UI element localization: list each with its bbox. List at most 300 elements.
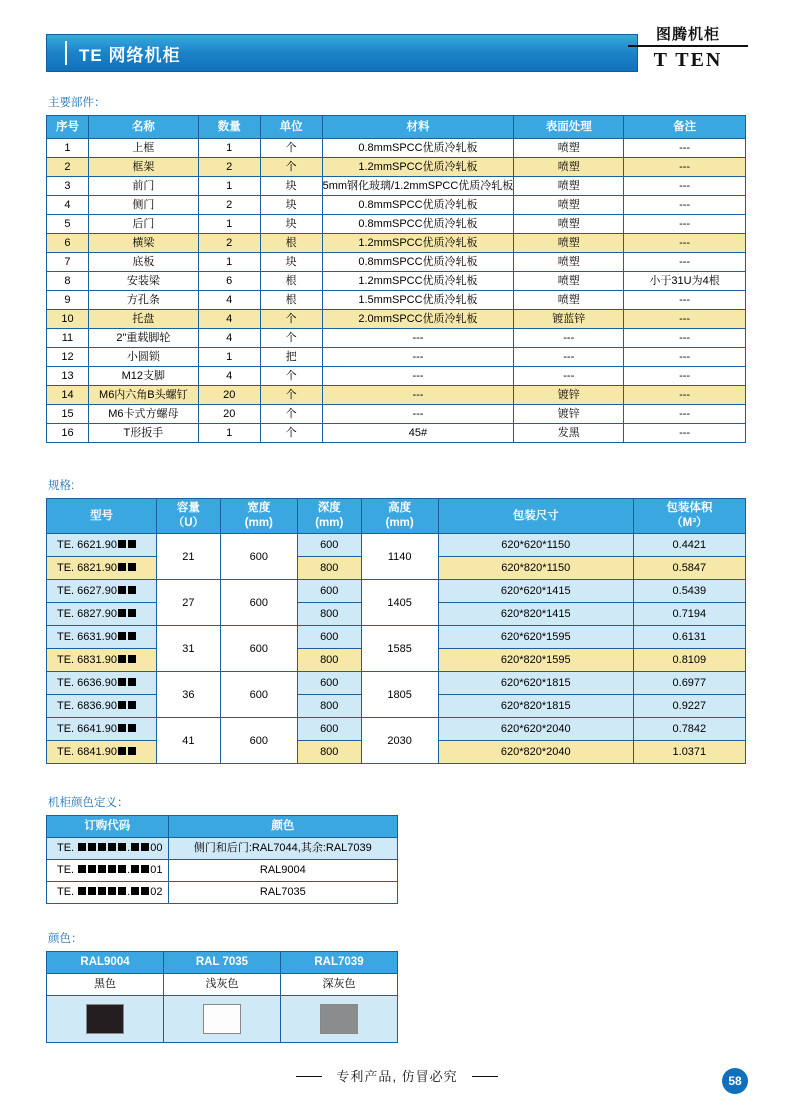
parts-cell: 个: [260, 367, 322, 386]
code-block-placeholder: [118, 887, 126, 895]
spec-height-cell: 1805: [361, 672, 438, 718]
spec-packsize-cell: 620*820*2040: [438, 741, 633, 764]
spec-depth-cell: 600: [297, 626, 361, 649]
code-block-placeholder: [141, 843, 149, 851]
spec-volume-cell: 0.8109: [633, 649, 745, 672]
spec-packsize-cell: 620*620*2040: [438, 718, 633, 741]
parts-cell: M6卡式方螺母: [88, 405, 198, 424]
parts-cell: 2: [198, 158, 260, 177]
parts-cell: 2: [47, 158, 89, 177]
table-row: [47, 626, 746, 649]
table-row: [47, 177, 746, 196]
spec-table: [46, 498, 746, 764]
parts-cell: 前门: [88, 177, 198, 196]
brand-logo: [628, 26, 748, 71]
table-row: [47, 139, 746, 158]
colordef-header-cell: 订购代码: [47, 816, 169, 838]
code-block-placeholder: [88, 843, 96, 851]
code-block-placeholder: [131, 887, 139, 895]
parts-cell: 块: [260, 215, 322, 234]
parts-cell: 4: [198, 367, 260, 386]
spec-model-cell: [47, 741, 157, 764]
table-row: [47, 882, 398, 904]
table-row: [47, 580, 746, 603]
parts-cell: 45#: [322, 424, 514, 443]
parts-cell: 2"重载脚轮: [88, 329, 198, 348]
parts-cell: ---: [624, 158, 746, 177]
spec-volume-cell: 0.7842: [633, 718, 745, 741]
code-block-placeholder: [118, 609, 126, 617]
parts-cell: 5mm钢化玻璃/1.2mmSPCC优质冷轧板: [322, 177, 514, 196]
colordef-table-header-row: [47, 816, 398, 838]
spec-header-text: 深度: [317, 502, 341, 514]
parts-cell: 9: [47, 291, 89, 310]
code-block-placeholder: [128, 655, 136, 663]
code-block-placeholder: [108, 843, 116, 851]
parts-cell: 镀锌: [514, 386, 624, 405]
spec-model-cell: [47, 626, 157, 649]
parts-cell: ---: [322, 329, 514, 348]
code-block-placeholder: [118, 747, 126, 755]
code-block-placeholder: [98, 843, 106, 851]
page-root: [0, 26, 794, 1108]
parts-cell: ---: [624, 215, 746, 234]
colordef-code-prefix: TE.: [57, 864, 78, 876]
parts-cell: 8: [47, 272, 89, 291]
spec-packsize-cell: 620*820*1415: [438, 603, 633, 626]
colordef-code-cell: [47, 860, 169, 882]
spec-packsize-cell: 620*820*1815: [438, 695, 633, 718]
parts-cell: ---: [624, 405, 746, 424]
code-block-placeholder: [128, 563, 136, 571]
color-swatch: [203, 1004, 241, 1034]
spec-capacity-cell: 36: [157, 672, 221, 718]
spec-model-text: TE. 6841.90: [57, 746, 117, 758]
code-block-placeholder: [108, 887, 116, 895]
spec-packsize-cell: 620*620*1595: [438, 626, 633, 649]
spec-packsize-cell: 620*820*1595: [438, 649, 633, 672]
parts-table: [46, 115, 746, 443]
parts-cell: 4: [198, 310, 260, 329]
spec-header-volume: [633, 499, 745, 534]
spec-depth-cell: 600: [297, 718, 361, 741]
spec-header-subtext: (mm): [315, 517, 344, 529]
parts-cell: 1.5mmSPCC优质冷轧板: [322, 291, 514, 310]
table-row: [47, 215, 746, 234]
spec-model-text: TE. 6621.90: [57, 539, 117, 551]
table-row: [47, 329, 746, 348]
code-block-placeholder: [128, 747, 136, 755]
colors-header-cell: RAL9004: [47, 952, 164, 974]
table-row: [47, 718, 746, 741]
colors-table-header-row: [47, 952, 398, 974]
table-row: [47, 291, 746, 310]
code-block-placeholder: [88, 887, 96, 895]
parts-cell: T形扳手: [88, 424, 198, 443]
table-row: [47, 424, 746, 443]
colors-section-label: 颜色：: [48, 933, 83, 945]
parts-header-cell: 单位: [260, 116, 322, 139]
spec-height-cell: 1140: [361, 534, 438, 580]
code-block-placeholder: [118, 655, 126, 663]
parts-cell: 托盘: [88, 310, 198, 329]
parts-cell: 块: [260, 177, 322, 196]
spec-depth-cell: 600: [297, 534, 361, 557]
spec-height-cell: 2030: [361, 718, 438, 764]
table-row: [47, 348, 746, 367]
parts-cell: ---: [514, 348, 624, 367]
spec-header-subtext: (mm): [385, 517, 414, 529]
colordef-color-cell: 侧门和后门:RAL7044,其余:RAL7039: [168, 838, 397, 860]
color-swatch-cell: [280, 996, 397, 1043]
spec-model-cell: [47, 534, 157, 557]
table-row: [47, 405, 746, 424]
parts-cell: 喷塑: [514, 158, 624, 177]
parts-cell: ---: [624, 424, 746, 443]
colors-swatch-row: [47, 996, 398, 1043]
spec-depth-cell: 600: [297, 672, 361, 695]
code-block-placeholder: [118, 632, 126, 640]
parts-cell: ---: [322, 386, 514, 405]
parts-cell: 13: [47, 367, 89, 386]
parts-cell: ---: [624, 310, 746, 329]
color-name-cell: 黑色: [47, 974, 164, 996]
colordef-code-suffix: 01: [150, 864, 163, 876]
page-footer: [0, 1066, 794, 1086]
spec-model-text: TE. 6836.90: [57, 700, 117, 712]
code-block-placeholder: [128, 609, 136, 617]
parts-cell: 个: [260, 329, 322, 348]
footer-dash-right: [472, 1076, 498, 1077]
spec-volume-cell: 0.4421: [633, 534, 745, 557]
spec-width-cell: 600: [220, 534, 297, 580]
parts-cell: 根: [260, 234, 322, 253]
parts-cell: 个: [260, 386, 322, 405]
colordef-table: [46, 815, 398, 904]
code-block-placeholder: [141, 865, 149, 873]
parts-cell: 喷塑: [514, 234, 624, 253]
brand-logo-divider: [628, 45, 748, 47]
parts-cell: 7: [47, 253, 89, 272]
page-number: 58: [722, 1068, 748, 1094]
colordef-code-dot: .: [127, 864, 131, 876]
parts-cell: 框架: [88, 158, 198, 177]
page-title-bar: [46, 34, 638, 72]
parts-cell: 14: [47, 386, 89, 405]
table-row: [47, 860, 398, 882]
spec-height-cell: 1585: [361, 626, 438, 672]
parts-cell: 2: [198, 196, 260, 215]
code-block-placeholder: [118, 563, 126, 571]
code-block-placeholder: [118, 724, 126, 732]
parts-cell: ---: [624, 329, 746, 348]
spec-depth-cell: 600: [297, 580, 361, 603]
parts-cell: 1: [198, 177, 260, 196]
parts-cell: 6: [198, 272, 260, 291]
table-row: [47, 310, 746, 329]
colordef-color-cell: RAL7035: [168, 882, 397, 904]
code-block-placeholder: [78, 843, 86, 851]
parts-cell: ---: [624, 177, 746, 196]
parts-cell: 方孔条: [88, 291, 198, 310]
colors-header-cell: RAL7039: [280, 952, 397, 974]
table-row: [47, 534, 746, 557]
colordef-code-dot: .: [127, 842, 131, 854]
spec-model-cell: [47, 603, 157, 626]
parts-cell: 镀蓝锌: [514, 310, 624, 329]
parts-cell: 喷塑: [514, 196, 624, 215]
parts-cell: 0.8mmSPCC优质冷轧板: [322, 253, 514, 272]
parts-cell: 16: [47, 424, 89, 443]
code-block-placeholder: [98, 887, 106, 895]
spec-depth-cell: 800: [297, 557, 361, 580]
table-row: [47, 367, 746, 386]
parts-cell: 喷塑: [514, 253, 624, 272]
code-block-placeholder: [118, 701, 126, 709]
code-block-placeholder: [128, 678, 136, 686]
spec-header-text: 宽度: [247, 502, 271, 514]
color-swatch-cell: [47, 996, 164, 1043]
parts-cell: M6内六角B头螺钉: [88, 386, 198, 405]
spec-depth-cell: 800: [297, 603, 361, 626]
spec-capacity-cell: 31: [157, 626, 221, 672]
parts-cell: 侧门: [88, 196, 198, 215]
parts-cell: ---: [322, 348, 514, 367]
spec-header-text: 高度: [388, 502, 412, 514]
parts-cell: 个: [260, 405, 322, 424]
code-block-placeholder: [128, 632, 136, 640]
parts-cell: 小于31U为4根: [624, 272, 746, 291]
color-swatch: [320, 1004, 358, 1034]
colordef-code-dot: .: [127, 886, 131, 898]
code-block-placeholder: [118, 586, 126, 594]
colordef-table-body: [47, 816, 398, 904]
parts-cell: 镀锌: [514, 405, 624, 424]
parts-cell: 个: [260, 424, 322, 443]
parts-cell: 1.2mmSPCC优质冷轧板: [322, 234, 514, 253]
spec-capacity-cell: 27: [157, 580, 221, 626]
parts-cell: ---: [624, 291, 746, 310]
parts-cell: 底板: [88, 253, 198, 272]
parts-cell: 11: [47, 329, 89, 348]
table-row: [47, 386, 746, 405]
spec-header-width: [220, 499, 297, 534]
spec-width-cell: 600: [220, 718, 297, 764]
code-block-placeholder: [88, 865, 96, 873]
parts-cell: 20: [198, 405, 260, 424]
parts-header-cell: 备注: [624, 116, 746, 139]
table-row: [47, 672, 746, 695]
spec-header-packsize: [438, 499, 633, 534]
code-block-placeholder: [118, 678, 126, 686]
code-block-placeholder: [131, 865, 139, 873]
spec-header-text: 容量: [176, 502, 200, 514]
spec-model-text: TE. 6627.90: [57, 585, 117, 597]
parts-cell: 块: [260, 253, 322, 272]
code-block-placeholder: [118, 843, 126, 851]
brand-logo-cn: 图腾机柜: [655, 26, 720, 43]
color-name-cell: 深灰色: [280, 974, 397, 996]
parts-cell: ---: [624, 139, 746, 158]
spec-table-body: [47, 499, 746, 764]
parts-cell: ---: [514, 367, 624, 386]
parts-cell: 0.8mmSPCC优质冷轧板: [322, 196, 514, 215]
spec-model-cell: [47, 672, 157, 695]
parts-cell: 个: [260, 310, 322, 329]
spec-depth-cell: 800: [297, 649, 361, 672]
code-block-placeholder: [78, 865, 86, 873]
parts-cell: 1: [198, 253, 260, 272]
parts-cell: 小圆锁: [88, 348, 198, 367]
spec-volume-cell: 0.5847: [633, 557, 745, 580]
spec-model-cell: [47, 695, 157, 718]
parts-cell: ---: [624, 196, 746, 215]
parts-cell: 喷塑: [514, 272, 624, 291]
spec-capacity-cell: 41: [157, 718, 221, 764]
parts-cell: 4: [47, 196, 89, 215]
parts-cell: ---: [624, 348, 746, 367]
page-title-inner: [65, 41, 180, 65]
colordef-header-cell: 颜色: [168, 816, 397, 838]
parts-cell: 喷塑: [514, 291, 624, 310]
parts-cell: 15: [47, 405, 89, 424]
spec-table-header-row: [47, 499, 746, 534]
colordef-color-cell: RAL9004: [168, 860, 397, 882]
brand-logo-en: T TEN: [653, 49, 723, 71]
parts-cell: 1: [198, 215, 260, 234]
parts-header-cell: 序号: [47, 116, 89, 139]
parts-cell: 把: [260, 348, 322, 367]
parts-cell: ---: [322, 405, 514, 424]
colordef-code-suffix: 00: [150, 842, 163, 854]
spec-header-subtext: (mm): [244, 517, 273, 529]
parts-cell: 5: [47, 215, 89, 234]
footer-dash-left: [296, 1076, 322, 1077]
parts-cell: 1: [198, 348, 260, 367]
spec-packsize-cell: 620*620*1415: [438, 580, 633, 603]
parts-cell: 喷塑: [514, 215, 624, 234]
spec-volume-cell: 1.0371: [633, 741, 745, 764]
spec-depth-cell: 800: [297, 741, 361, 764]
spec-section-label: 规格:: [48, 480, 75, 492]
colors-table: [46, 951, 398, 1043]
parts-cell: 根: [260, 272, 322, 291]
spec-width-cell: 600: [220, 672, 297, 718]
parts-cell: 1: [198, 139, 260, 158]
parts-cell: 上框: [88, 139, 198, 158]
page-header: [46, 26, 748, 72]
footer-text: 专利产品, 仿冒必究: [336, 1069, 458, 1084]
parts-section-label: 主要部件：: [48, 97, 106, 109]
spec-width-cell: 600: [220, 580, 297, 626]
parts-cell: ---: [624, 367, 746, 386]
code-block-placeholder: [108, 865, 116, 873]
spec-model-cell: [47, 557, 157, 580]
parts-cell: 1: [47, 139, 89, 158]
parts-cell: 10: [47, 310, 89, 329]
spec-model-text: TE. 6821.90: [57, 562, 117, 574]
colordef-code-cell: [47, 838, 169, 860]
code-block-placeholder: [128, 586, 136, 594]
parts-cell: ---: [514, 329, 624, 348]
parts-cell: 2.0mmSPCC优质冷轧板: [322, 310, 514, 329]
colors-name-row: [47, 974, 398, 996]
parts-cell: 20: [198, 386, 260, 405]
code-block-placeholder: [131, 843, 139, 851]
table-row: [47, 196, 746, 215]
parts-cell: 3: [47, 177, 89, 196]
spec-header-text: 型号: [90, 509, 114, 522]
spec-model-text: TE. 6831.90: [57, 654, 117, 666]
parts-cell: 个: [260, 158, 322, 177]
code-block-placeholder: [128, 540, 136, 548]
spec-header-capacity: [157, 499, 221, 534]
parts-cell: 喷塑: [514, 177, 624, 196]
parts-cell: 4: [198, 291, 260, 310]
colordef-code-cell: [47, 882, 169, 904]
spec-model-text: TE. 6827.90: [57, 608, 117, 620]
parts-cell: 1.2mmSPCC优质冷轧板: [322, 158, 514, 177]
parts-header-cell: 名称: [88, 116, 198, 139]
parts-cell: 6: [47, 234, 89, 253]
table-row: [47, 234, 746, 253]
parts-cell: 0.8mmSPCC优质冷轧板: [322, 139, 514, 158]
parts-table-header-row: [47, 116, 746, 139]
parts-cell: M12支脚: [88, 367, 198, 386]
spec-model-cell: [47, 649, 157, 672]
page-title: TE 网络机柜: [79, 45, 181, 65]
spec-header-depth: [297, 499, 361, 534]
parts-cell: 1: [198, 424, 260, 443]
color-swatch: [86, 1004, 124, 1034]
spec-volume-cell: 0.7194: [633, 603, 745, 626]
colors-table-body: [47, 952, 398, 1043]
parts-cell: ---: [322, 367, 514, 386]
parts-cell: 12: [47, 348, 89, 367]
spec-model-cell: [47, 580, 157, 603]
colors-header-cell: RAL 7035: [164, 952, 281, 974]
parts-cell: 个: [260, 139, 322, 158]
spec-header-model: [47, 499, 157, 534]
colordef-section-label: 机柜颜色定义：: [48, 797, 129, 809]
parts-cell: ---: [624, 234, 746, 253]
spec-packsize-cell: 620*620*1150: [438, 534, 633, 557]
colordef-code-prefix: TE.: [57, 886, 78, 898]
parts-cell: 0.8mmSPCC优质冷轧板: [322, 215, 514, 234]
parts-cell: 2: [198, 234, 260, 253]
spec-capacity-cell: 21: [157, 534, 221, 580]
spec-header-height: [361, 499, 438, 534]
parts-cell: ---: [624, 386, 746, 405]
spec-header-subtext: （M³）: [671, 517, 708, 529]
colordef-code-suffix: 02: [150, 886, 163, 898]
parts-cell: 根: [260, 291, 322, 310]
code-block-placeholder: [78, 887, 86, 895]
parts-cell: 横梁: [88, 234, 198, 253]
spec-depth-cell: 800: [297, 695, 361, 718]
parts-cell: 后门: [88, 215, 198, 234]
spec-header-text: 包装体积: [666, 502, 713, 514]
colordef-code-prefix: TE.: [57, 842, 78, 854]
code-block-placeholder: [118, 865, 126, 873]
parts-cell: 块: [260, 196, 322, 215]
parts-cell: 发黑: [514, 424, 624, 443]
spec-volume-cell: 0.5439: [633, 580, 745, 603]
parts-cell: ---: [624, 253, 746, 272]
parts-cell: 4: [198, 329, 260, 348]
spec-height-cell: 1405: [361, 580, 438, 626]
spec-packsize-cell: 620*620*1815: [438, 672, 633, 695]
